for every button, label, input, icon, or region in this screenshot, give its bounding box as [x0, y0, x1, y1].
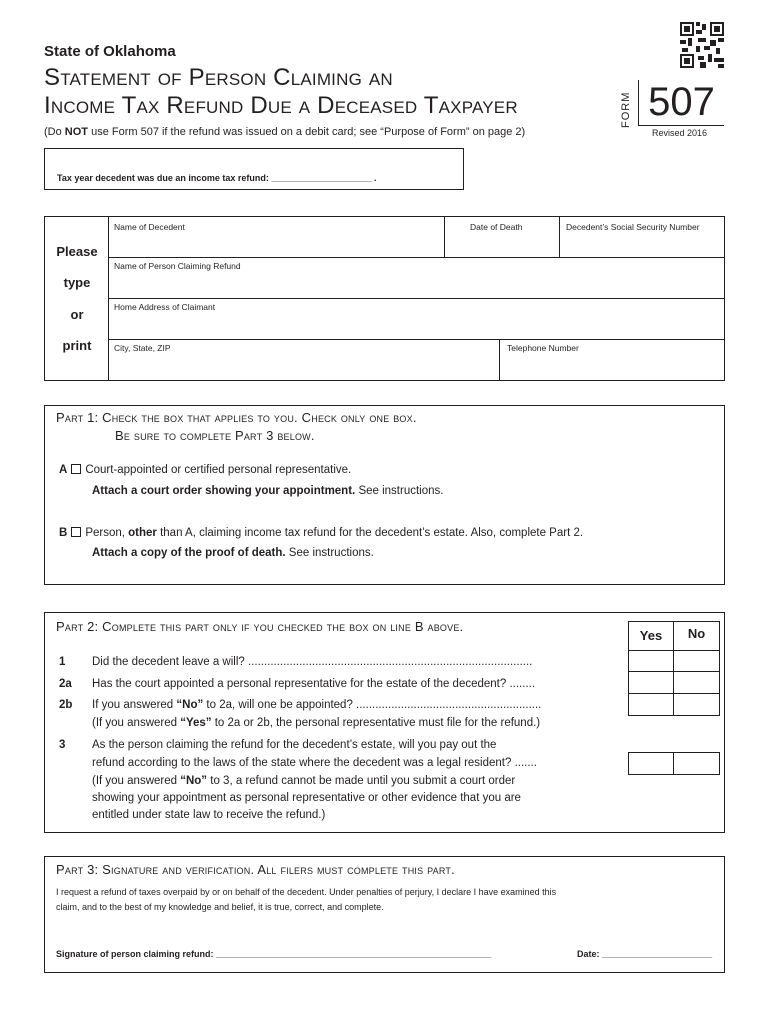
- q1-no-box[interactable]: [673, 650, 720, 672]
- subtitle-bold: NOT: [64, 126, 89, 138]
- yes-label: Yes: [639, 628, 663, 643]
- no-label: No: [687, 626, 706, 641]
- revision-date: Revised 2016: [652, 128, 708, 138]
- decedent-ssn-field[interactable]: [560, 233, 724, 256]
- option-a-line1: [59, 464, 351, 476]
- option-b-checkbox[interactable]: [71, 527, 81, 537]
- row-line-3: [108, 339, 724, 340]
- part1-section: [44, 405, 725, 585]
- q3-yes-box[interactable]: [628, 752, 674, 775]
- q3-no-box[interactable]: [673, 752, 720, 775]
- qr-code-icon: [680, 22, 724, 68]
- q3-line3: [92, 775, 515, 787]
- date-of-death-field[interactable]: [445, 233, 558, 256]
- signature-label: Signature of person claiming refund: _______________________________________________________: [56, 949, 492, 959]
- label-telephone: Telephone Number: [507, 343, 579, 353]
- q1-text: Did the decedent leave a will? .........................................................................................: [92, 656, 533, 668]
- side-word-or: or: [70, 307, 84, 322]
- label-date-of-death: Date of Death: [470, 222, 523, 232]
- part1-heading-line2: Be sure to complete Part 3 below.: [115, 428, 315, 443]
- side-word-type: type: [63, 275, 91, 290]
- declaration-line2: claim, and to the best of my knowledge and belief, it is true, correct, and complete.: [56, 902, 384, 912]
- q3-number: 3: [59, 739, 66, 751]
- date-label: Date: ______________________: [577, 949, 713, 959]
- q3-line3-post: to 3, a refund cannot be made until you submit a court order: [207, 775, 516, 787]
- q2b-line1-bold: “No”: [176, 699, 204, 711]
- claimant-name-field[interactable]: [109, 272, 724, 297]
- q2a-yes-box[interactable]: [628, 671, 674, 694]
- state-name: State of Oklahoma: [44, 43, 176, 60]
- option-a-text: Court-appointed or certified personal representative.: [85, 464, 352, 476]
- q2b-line1-post: to 2a, will one be appointed? ..........................................................: [203, 699, 542, 711]
- label-city-state-zip: City, State, ZIP: [114, 343, 171, 353]
- q2a-text: Has the court appointed a personal representative for the estate of the decedent? ........: [92, 678, 536, 690]
- q2b-line2-post: to 2a or 2b, the personal representative must file for the refund.): [211, 717, 541, 729]
- q3-line2: refund according to the laws of the state where the decedent was a legal resident? .......: [92, 757, 537, 769]
- name-of-decedent-field[interactable]: [109, 233, 443, 256]
- option-b-line1: [59, 527, 583, 539]
- row-line-2: [108, 298, 724, 299]
- identification-section: [44, 216, 725, 381]
- q2b-line1: [92, 699, 541, 711]
- q3-line3-pre: (If you answered: [92, 775, 181, 787]
- form-word: FORM: [620, 91, 632, 128]
- option-b-letter: B: [59, 527, 68, 539]
- form-title: [44, 64, 518, 120]
- home-address-field[interactable]: [109, 313, 724, 338]
- form-number: 507: [638, 80, 724, 126]
- q2b-line2-bold: “Yes”: [180, 717, 212, 729]
- q1-yes-box[interactable]: [628, 650, 674, 672]
- option-b-line2-rest: See instructions.: [285, 547, 374, 559]
- signature-field[interactable]: [259, 939, 565, 959]
- q2b-yes-box[interactable]: [628, 693, 674, 716]
- option-b-bold-other: other: [128, 527, 157, 539]
- form-title-line2: Income Tax Refund Due a Deceased Taxpayer: [44, 92, 518, 119]
- option-a-line2: [92, 485, 443, 497]
- side-word-please: Please: [56, 244, 98, 259]
- subtitle-pre: (Do: [44, 126, 65, 138]
- part1-heading-line1: Part 1: Check the box that applies to you. Check only one box.: [56, 410, 417, 425]
- q3-line3-bold: “No”: [180, 775, 208, 787]
- label-home-address: Home Address of Claimant: [114, 302, 216, 312]
- declaration-line1: I request a refund of taxes overpaid by or on behalf of the decedent. Under penalties of perjury, I declare I have examined this: [56, 887, 557, 897]
- q2a-no-box[interactable]: [673, 671, 720, 694]
- form-subtitle: [44, 126, 525, 138]
- option-a-checkbox[interactable]: [71, 464, 81, 474]
- q2b-line1-pre: If you answered: [92, 699, 177, 711]
- form-title-line1: Statement of Person Claiming an: [44, 64, 393, 91]
- part3-heading: Part 3: Signature and verification. All filers must complete this part.: [56, 862, 455, 877]
- tax-year-label: Tax year decedent was due an income tax refund: ____________________ .: [57, 173, 377, 183]
- option-b-pre: Person,: [85, 527, 129, 539]
- q2b-no-box[interactable]: [673, 693, 720, 716]
- form-word-vertical: [618, 84, 638, 128]
- q2b-line2-pre: (If you answered: [92, 717, 181, 729]
- row-line-1: [108, 257, 724, 258]
- option-b-post: than A, claiming income tax refund for the decedent’s estate. Also, complete Part 2.: [156, 527, 584, 539]
- part2-section: [44, 612, 725, 833]
- option-a-rest: See instructions.: [355, 485, 444, 497]
- city-state-zip-field[interactable]: [109, 354, 498, 379]
- label-claimant-name: Name of Person Claiming Refund: [114, 261, 241, 271]
- option-a-bold: Attach a court order showing your appointment.: [92, 485, 356, 497]
- q3-line5: entitled under state law to receive the refund.): [92, 809, 326, 821]
- q3-line4: showing your appointment as personal representative or other evidence that you are: [92, 792, 521, 804]
- option-b-line2-bold: Attach a copy of the proof of death.: [92, 547, 286, 559]
- q2b-line2: [92, 717, 540, 729]
- telephone-field[interactable]: [500, 354, 724, 379]
- part2-heading: Part 2: Complete this part only if you checked the box on line B above.: [56, 619, 464, 634]
- option-b-line2: [92, 547, 374, 559]
- q1-number: 1: [59, 656, 66, 668]
- tax-year-input-area[interactable]: [328, 168, 448, 186]
- q3-line1: As the person claiming the refund for the decedent’s estate, will you pay out the: [92, 739, 497, 751]
- option-a-letter: A: [59, 464, 68, 476]
- q2a-number: 2a: [59, 678, 72, 690]
- date-field[interactable]: [611, 939, 716, 959]
- q2b-number: 2b: [59, 699, 73, 711]
- label-decedent-ssn: Decedent’s Social Security Number: [566, 222, 700, 232]
- subtitle-post: use Form 507 if the refund was issued on a debit card; see “Purpose of Form” on page 2): [88, 126, 526, 138]
- label-name-of-decedent: Name of Decedent: [114, 222, 185, 232]
- part3-section: [44, 856, 725, 973]
- side-word-print: print: [62, 338, 92, 353]
